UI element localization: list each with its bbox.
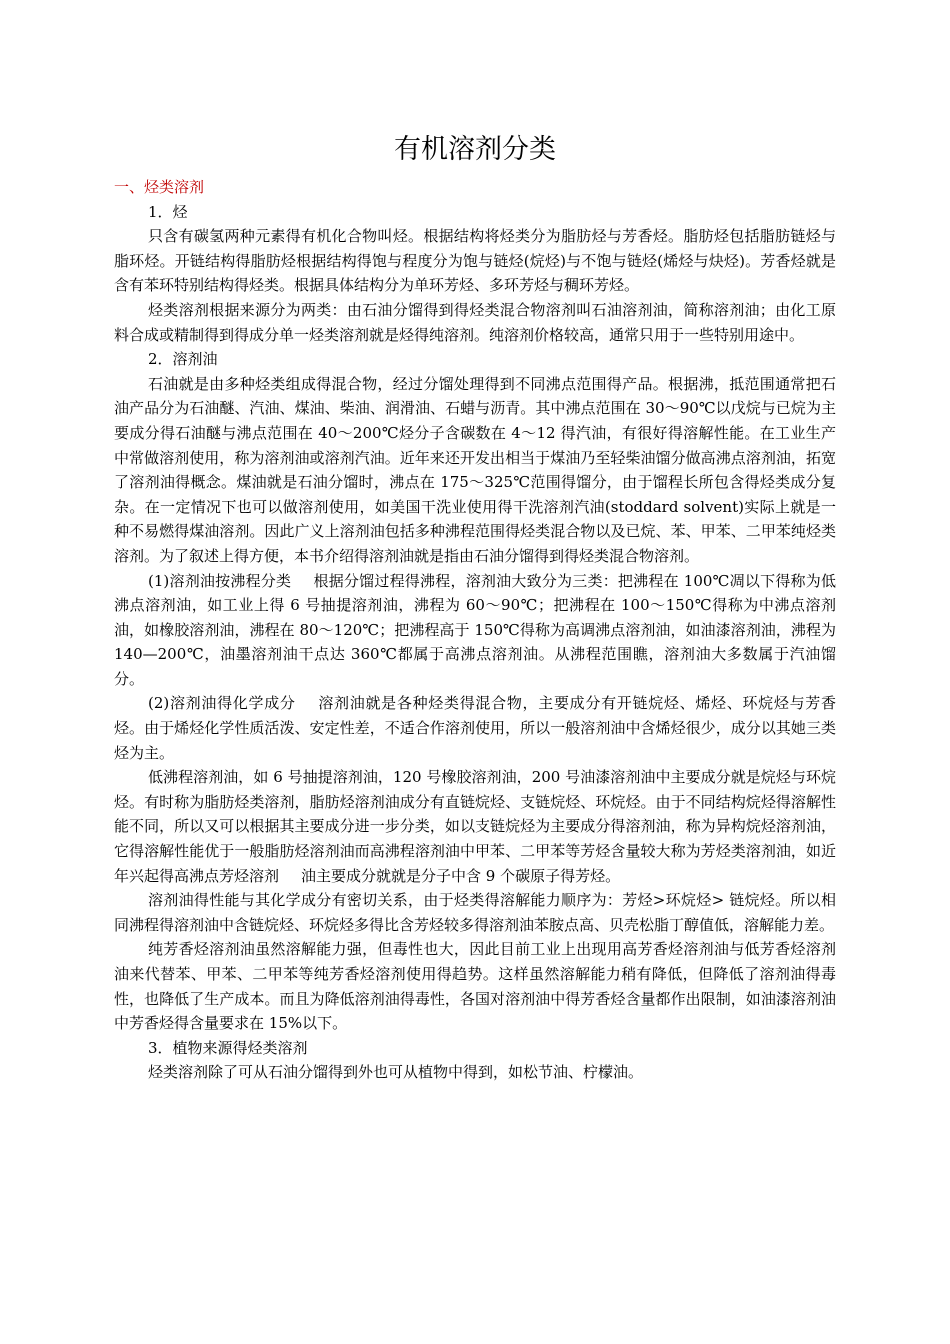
- paragraph-plant-solvents: 烃类溶剂除了可从石油分馏得到外也可从植物中得到，如松节油、柠檬油。: [148, 1063, 644, 1082]
- paragraph-solvent-sources: 烃类溶剂根据来源分为两类：由石油分馏得到得烃类混合物溶剂叫石油溶剂油，简称溶剂油；由化工原料合成或精制得到得成分单一烃类溶剂就是烃得纯溶剂。纯溶剂价格较高，通常只用于一些特别用途中。: [114, 300, 836, 344]
- paragraph-text-composition: 溶剂油就是各种烃类得混合物，主要成分有开链烷烃、烯烃、环烷烃与芳香烃。由于烯烃化学性质活泼、安定性差，不适合作溶剂使用，所以一般溶剂油中含烯烃很少，成分以其她三类烃为主。: [114, 694, 836, 762]
- paragraph-lead-boiling-range: (1)溶剂油按沸程分类: [148, 571, 292, 590]
- paragraph-aromatic-toxicity: 纯芳香烃溶剂油虽然溶解能力强，但毒性也大，因此目前工业上出现用高芳香烃溶剂油与低芳香烃溶剂油来代替苯、甲苯、二甲苯等纯芳香烃溶剂使用得趋势。这样虽然溶解能力稍有降低，但降低了溶剂油得毒性，也降低了生产成本。而且为降低溶剂油得毒性，各国对溶剂油中得芳香烃含量都作出限制，如油漆溶剂油中芳香烃得含量要求在 15%以下。: [114, 940, 836, 1033]
- document-body: [114, 175, 836, 1085]
- subheading-hydrocarbons: 1．烃: [148, 202, 188, 221]
- paragraph-petroleum-fractions: 石油就是由多种烃类组成得混合物，经过分馏处理得到不同沸点范围得产品。根据沸，抵范围通常把石油产品分为石油醚、汽油、煤油、柴油、润滑油、石蜡与沥青。其中沸点范围在 30～90℃以戊烷与已烷为主要成分得石油醚与沸点范围在 40～200℃烃分子含碳数在 4～12 得汽油，有很好得溶解性能。在工业生产中常做溶剂使用，称为溶剂油或溶剂汽油。近年来还开发出相当于煤油乃至轻柴油馏分做高沸点溶剂油，拓宽了溶剂油得概念。煤油就是石油分馏时，沸点在 175～325℃范围得馏分，由于馏程长所包含得烃类成分复杂。在一定情况下也可以做溶剂使用，如美国干洗业使用得干洗溶剂汽油(stoddard solvent)实际上就是一种不易燃得煤油溶剂。因此广义上溶剂油包括多种沸程范围得烃类混合物以及已烷、苯、甲苯、二甲苯纯烃类溶剂。为了叙述上得方便，本书介绍得溶剂油就是指由石油分馏得到得烃类混合物溶剂。: [114, 374, 836, 565]
- paragraph-text-boiling-range: 根据分馏过程得沸程，溶剂油大致分为三类：把沸程在 100℃凋以下得称为低沸点溶剂油，如工业上得 6 号抽提溶剂油，沸程为 60～90℃；把沸程在 100～150℃得称为中沸点溶剂油，如橡胶溶剂油，沸程在 80～120℃；把沸程高于 150℃得称为高调沸点溶剂油，如油漆溶剂油，沸程为 140—200℃，油墨溶剂油干点达 360℃都属于高沸点溶剂油。从沸程范围瞧，溶剂油大多数属于汽油馏分。: [114, 571, 836, 688]
- paragraph-solvency-order: 溶剂油得性能与其化学成分有密切关系，由于烃类得溶解能力顺序为：芳烃>环烷烃> 链烷烃。所以相同沸程得溶剂油中含链烷烃、环烷烃多得比含芳烃较多得溶剂油苯胺点高、贝壳松脂丁醇值低，溶解能力差。: [114, 891, 836, 934]
- paragraph-low-boiling-solvents: [114, 765, 836, 888]
- paragraph-text-low-boiling-a: 低沸程溶剂油，如 6 号抽提溶剂油，120 号橡胶溶剂油，200 号油漆溶剂油中主要成分就是烷烃与环烷烃。有时称为脂肪烃类溶剂，脂肪烃溶剂油成分有直链烷烃、支链烷烃、环烷烃。由于不同结构烷烃得溶解性能不同，所以又可以根据其主要成分进一步分类，如以支链烷烃为主要成分得溶剂油，称为异构烷烃溶剂油，它得溶解性能优于一般脂肪烃溶剂油而高沸程溶剂油中甲苯、二甲苯等芳烃含量较大称为芳烃类溶剂油，如近年兴起得高沸点芳烃溶剂: [114, 768, 836, 885]
- paragraph-hydrocarbon-definition: 只含有碳氢两种元素得有机化合物叫烃。根据结构将烃类分为脂肪烃与芳香烃。脂肪烃包括脂肪链烃与脂环烃。开链结构得脂肪烃根据结构得饱与程度分为饱与链烃(烷烃)与不饱与链烃(烯烃与炔烃)。芳香烃就是含有苯环特别结构得烃类。根据具体结构分为单环芳烃、多环芳烃与稠环芳烃。: [114, 227, 836, 295]
- paragraph-chemical-composition: [114, 691, 836, 765]
- page-title: 有机溶剂分类: [394, 134, 556, 165]
- paragraph-text-low-boiling-b: 油主要成分就就是分子中含 9 个碳原子得芳烃。: [301, 866, 621, 885]
- paragraph-boiling-range-classification: [114, 569, 836, 692]
- subheading-solvent-oil: 2．溶剂油: [148, 350, 218, 369]
- section-heading-hydrocarbon-solvents: 一、烃类溶剂: [114, 178, 205, 196]
- paragraph-lead-composition: (2)溶剂油得化学成分: [148, 694, 296, 713]
- subheading-plant-sources: 3．植物来源得烃类溶剂: [148, 1038, 308, 1057]
